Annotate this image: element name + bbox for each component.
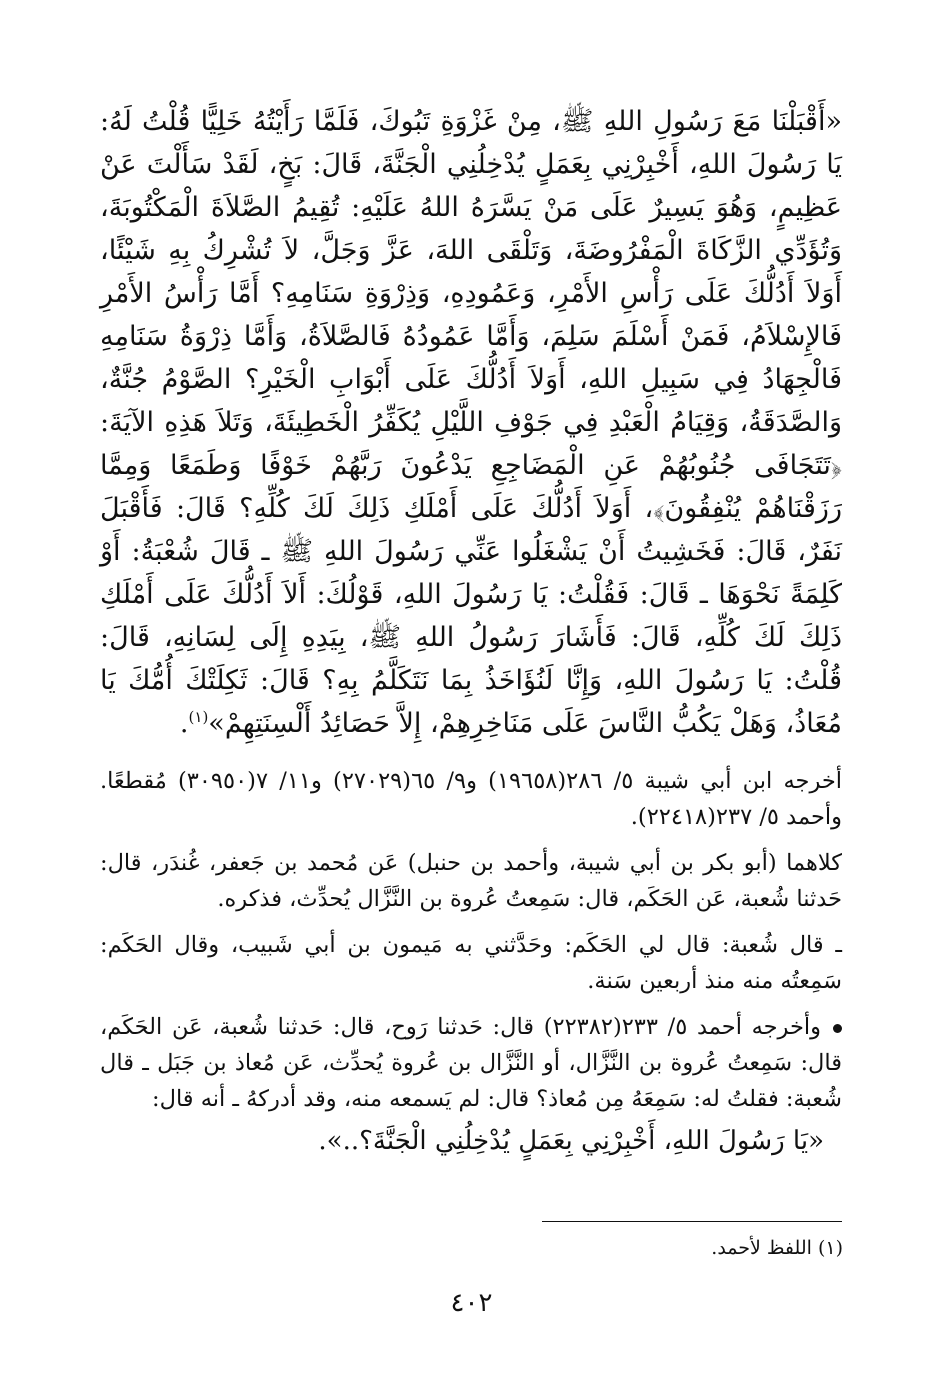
takhrij-paragraph-3: ـ قال شُعبة: قال لي الحَكَم: وحَدَّثني به مَيمون بن أبي شَبيب، وقال الحَكَم: سَمِعتُه منه منذ أربعين سَنة.: [100, 932, 842, 994]
takhrij-paragraph-1: أخرجه ابن أبي شيبة ٥/ ٢٨٦(١٩٦٥٨) و٩/ ٦٥(٢٧٠٢٩) و١١/ ٧(٣٠٩٥٠) مُقطعًا. وأحمد ٥/ ٢٣٧(٢٢٤١٨).: [100, 768, 843, 830]
second-narration-quote: «يَا رَسُولَ اللهِ، أَخْبِرْنِي بِعَمَلٍ يُدْخِلُنِي الْجَنَّةَ؟..».: [318, 1126, 824, 1156]
footnote-reference: (١): [188, 708, 209, 726]
hadith-text: «أَقْبَلْنَا مَعَ رَسُولِ اللهِ ﷺ، مِنْ غَزْوَةِ تَبُوكَ، فَلَمَّا رَأَيْتُهُ خَلِيًّا قُلْتُ لَهُ: يَا رَسُولَ اللهِ، أَخْبِرْنِي بِعَمَلٍ يُدْخِلُنِي الْجَنَّةَ، قَالَ: بَخٍ، لَقَدْ سَأَلْتَ عَنْ عَظِيمٍ، وَهُوَ يَسِيرٌ عَلَى مَنْ يَسَّرَهُ اللهُ عَلَيْهِ: تُقِيمُ الصَّلاَةَ الْمَكْتُوبَةَ، وَتُؤَدِّي الزَّكَاةَ الْمَفْرُوضَةَ، وَتَلْقَى اللهَ، عَزَّ وَجَلَّ، لاَ تُشْرِكُ بِهِ شَيْئًا، أَوَلاَ أَدُلُّكَ عَلَى رَأْسِ الأَمْرِ، وَعَمُودِهِ، وَذِرْوَةِ سَنَامِهِ؟ أَمَّا رَأْسُ الأَمْرِ فَالإِسْلاَمُ، فَمَنْ أَسْلَمَ سَلِمَ، وَأَمَّا عَمُودُهُ فَالصَّلاَةُ، وَأَمَّا ذِرْوَةُ سَنَامِهِ فَالْجِهَادُ فِي سَبِيلِ اللهِ، أَوَلاَ أَدُلُّكَ عَلَى أَبْوَابِ الْخَيْرِ؟ الصَّوْمُ جُنَّةٌ، وَالصَّدَقَةُ، وَقِيَامُ الْعَبْدِ فِي جَوْفِ اللَّيْلِ يُكَفِّرُ الْخَطِيئَةَ، وَتَلاَ هَذِهِ الآيَةَ: ﴿تَتَجَافَى جُنُوبُهُمْ عَنِ الْمَضَاجِعِ يَدْعُونَ رَبَّهُمْ خَوْفًا وَطَمَعًا وَمِمَّا رَزَقْنَاهُمْ يُنْفِقُونَ﴾، أَوَلاَ أَدُلُّكَ عَلَى أَمْلَكِ ذَلِكَ لَكَ كُلِّهِ؟ قَالَ: فَأَقْبَلَ نَفَرٌ، قَالَ: فَخَشِيتُ أَنْ يَشْغَلُوا عَنِّي رَسُولَ اللهِ ﷺ ـ قَالَ شُعْبَةُ: أَوْ كَلِمَةً نَحْوَهَا ـ قَالَ: فَقُلْتُ: يَا رَسُولَ اللهِ، قَوْلُكَ: أَلاَ أَدُلُّكَ عَلَى أَمْلَكِ ذَلِكَ لَكَ كُلِّهِ، قَالَ: فَأَشَارَ رَسُولُ اللهِ ﷺ، بِيَدِهِ إِلَى لِسَانِهِ، قَالَ: قُلْتُ: يَا رَسُولَ اللهِ، وَإِنَّا لَنُؤَاخَذُ بِمَا نَتَكَلَّمُ بِهِ؟ قَالَ: ثَكِلَتْكَ أُمُّكَ يَا مُعَاذُ، وَهَلْ يَكُبُّ النَّاسَ عَلَى مَنَاخِرِهِمْ، إِلاَّ حَصَائِدُ أَلْسِنَتِهِمْ»$^{(١)}$.: [100, 106, 842, 739]
page-body: [100, 100, 842, 1161]
second-narration: [100, 1009, 842, 1117]
second-narration-text: وأخرجه أحمد ٥/ ٢٣٣(٢٢٣٨٢) قال: حَدثنا رَوح، قال: حَدثنا شُعبة، عَن الحَكَم، قال: سَمِعتُ عُروة بن النَّزَّال، أو النَّزَّال بن عُروة يُحدِّث، عَن مُعاذ بن جَبَل ـ قال شُعبة: فقلتُ له: سَمِعَهُ مِن مُعاذ؟ قال: لم يَسمعه منه، وقد أدركهُ ـ أنه قال:: [100, 1014, 842, 1112]
footnote-divider: [542, 1221, 842, 1222]
hadith-body: «أَقْبَلْنَا مَعَ رَسُولِ اللهِ ﷺ، مِنْ غَزْوَةِ تَبُوكَ، فَلَمَّا رَأَيْتُهُ خَلِيًّا قُلْتُ لَهُ: يَا رَسُولَ اللهِ، أَخْبِرْنِي بِعَمَلٍ يُدْخِلُنِي الْجَنَّةَ، قَالَ: بَخٍ، لَقَدْ سَأَلْتَ عَنْ عَظِيمٍ، وَهُوَ يَسِيرٌ عَلَى مَنْ يَسَّرَهُ اللهُ عَلَيْهِ: تُقِيمُ الصَّلاَةَ الْمَكْتُوبَةَ، وَتُؤَدِّي الزَّكَاةَ الْمَفْرُوضَةَ، وَتَلْقَى اللهَ، عَزَّ وَجَلَّ، لاَ تُشْرِكُ بِهِ شَيْئًا، أَوَلاَ أَدُلُّكَ عَلَى رَأْسِ الأَمْرِ، وَعَمُودِهِ، وَذِرْوَةِ سَنَامِهِ؟ أَمَّا رَأْسُ الأَمْرِ فَالإِسْلاَمُ، فَمَنْ أَسْلَمَ سَلِمَ، وَأَمَّا عَمُودُهُ فَالصَّلاَةُ، وَأَمَّا ذِرْوَةُ سَنَامِهِ فَالْجِهَادُ فِي سَبِيلِ اللهِ، أَوَلاَ أَدُلُّكَ عَلَى أَبْوَابِ الْخَيْرِ؟ الصَّوْمُ جُنَّةٌ، وَالصَّدَقَةُ، وَقِيَامُ الْعَبْدِ فِي جَوْفِ اللَّيْلِ يُكَفِّرُ الْخَطِيئَةَ، وَتَلاَ هَذِهِ الآيَةَ: ﴿تَتَجَافَى جُنُوبُهُمْ عَنِ الْمَضَاجِعِ يَدْعُونَ رَبَّهُمْ خَوْفًا وَطَمَعًا وَمِمَّا رَزَقْنَاهُمْ يُنْفِقُونَ﴾، أَوَلاَ أَدُلُّكَ عَلَى أَمْلَكِ ذَلِكَ لَكَ كُلِّهِ؟ قَالَ: فَأَقْبَلَ نَفَرٌ، قَالَ: فَخَشِيتُ أَنْ يَشْغَلُوا عَنِّي رَسُولَ اللهِ ﷺ ـ قَالَ شُعْبَةُ: أَوْ كَلِمَةً نَحْوَهَا ـ قَالَ: فَقُلْتُ: يَا رَسُولَ اللهِ، قَوْلُكَ: أَلاَ أَدُلُّكَ عَلَى أَمْلَكِ ذَلِكَ لَكَ كُلِّهِ، قَالَ: فَأَشَارَ رَسُولُ اللهِ ﷺ، بِيَدِهِ إِلَى لِسَانِهِ، قَالَ: قُلْتُ: يَا رَسُولَ اللهِ، وَإِنَّا لَنُؤَاخَذُ بِمَا نَتَكَلَّمُ بِهِ؟ قَالَ: ثَكِلَتْكَ أُمُّكَ يَا مُعَاذُ، وَهَلْ يَكُبُّ النَّاسَ عَلَى مَنَاخِرِهِمْ، إِلاَّ حَصَائِدُ أَلْسِنَتِهِمْ»: [100, 106, 842, 739]
footnote: (١) اللفظ لأحمد.: [711, 1237, 843, 1259]
takhrij-paragraph-2: كلاهما (أبو بكر بن أبي شيبة، وأحمد بن حنبل) عَن مُحمد بن جَعفر، غُندَر، قال: حَدثنا شُعبة، عَن الحَكَم، قال: سَمِعتُ عُروة بن النَّزَّال يُحدِّث، فذكره.: [100, 850, 842, 912]
page-number: ٤٠٢: [450, 1288, 493, 1318]
bullet-icon: [833, 1024, 842, 1033]
